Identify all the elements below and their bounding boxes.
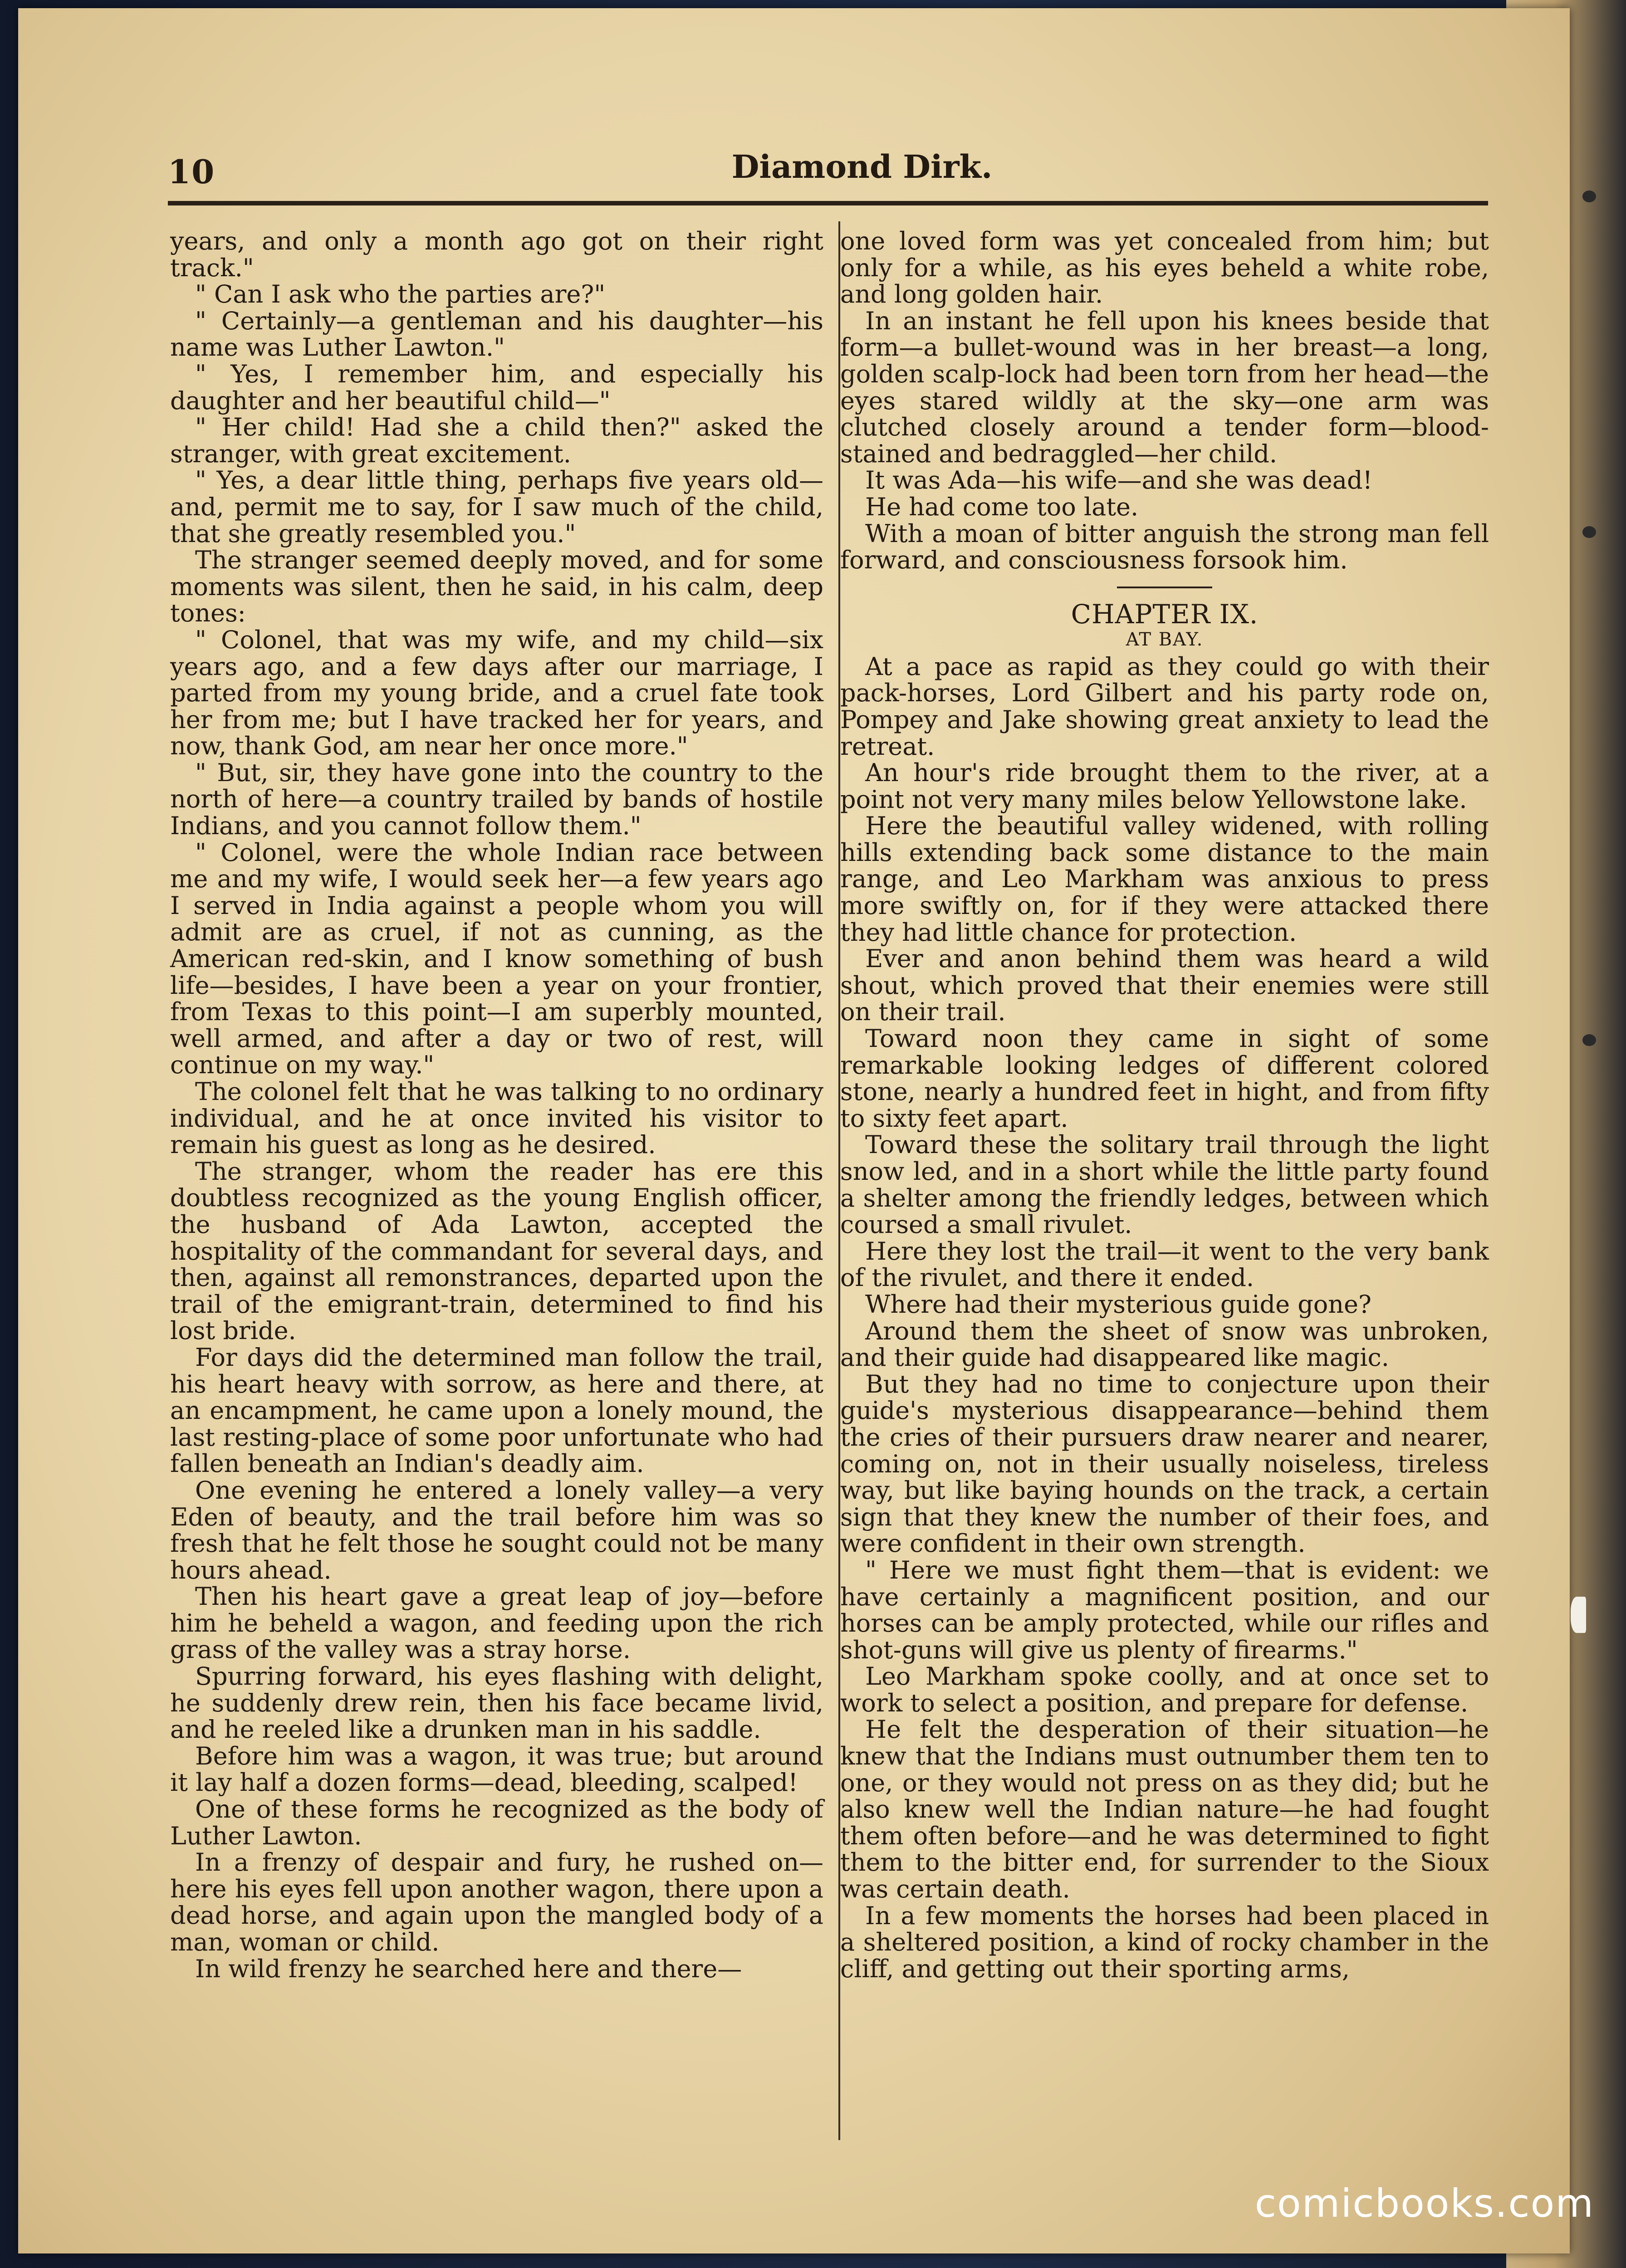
paragraph: With a moan of bitter anguish the strong man fell forward, and consciousness forsook him. — [840, 519, 1489, 575]
paragraph: " Colonel, that was my wife, and my child—six years ago, and a few days after our marriage, I parted from my young bride, and a cruel fate took her from me; but I have tracked her for years, and now, thank God, am near her once more." — [170, 625, 823, 761]
left-column — [170, 228, 823, 1982]
paragraph: For days did the determined man follow the trail, his heart heavy with sorrow, as here and there, at an encampment, he came upon a lonely mound, the last resting-place of some poor unfortunate who had fallen beneath an Indian's deadly aim. — [170, 1343, 823, 1478]
paragraph: Ever and anon behind them was heard a wild shout, which proved that their enemies were still on their trail. — [840, 944, 1489, 1026]
paragraph: In wild frenzy he searched here and there— — [195, 1954, 742, 1983]
paragraph: " Colonel, were the whole Indian race between me and my wife, I would seek her—a few years ago I served in India against a people whom you will admit are as cruel, if not as cunning, as the American red-skin, and I know something of bush life—besides, I have been a year on your frontier, from Texas to this point—I am superbly mounted, well armed, and after a day or two of rest, will continue on my way." — [170, 838, 823, 1080]
paragraph: One of these forms he recognized as the body of Luther Lawton. — [170, 1795, 823, 1850]
paragraph: An hour's ride brought them to the river, at a point not very many miles below Yellowstone lake. — [840, 758, 1489, 814]
paragraph: One evening he entered a lonely valley—a very Eden of beauty, and the trail before him was so fresh that he felt those he sought could not be many hours ahead. — [170, 1476, 823, 1584]
paragraph: In a few moments the horses had been placed in a sheltered position, a kind of rocky chamber in the cliff, and getting out their sporting arms, — [840, 1901, 1489, 1983]
paragraph: Before him was a wagon, it was true; but around it lay half a dozen forms—dead, bleeding, scalped! — [170, 1741, 823, 1797]
paragraph: But they had no time to conjecture upon their guide's mysterious disappearance—behind them the cries of their pursuers draw nearer and nearer, coming on, not in their usually noiseless, tireless way, but like baying hounds on the track, a certain sign that they knew the number of their foes, and were confident in their own strength. — [840, 1369, 1489, 1558]
paragraph: " Yes, a dear little thing, perhaps five years old—and, permit me to say, for I saw much of the child, that she greatly resembled you." — [170, 466, 823, 548]
paragraph: " Yes, I remember him, and especially his daughter and her beautiful child—" — [170, 359, 823, 415]
page-number: 10 — [168, 152, 215, 191]
paragraph: Here they lost the trail—it went to the very bank of the rivulet, and there it ended. — [840, 1237, 1489, 1292]
header-rule — [168, 201, 1488, 205]
paragraph: The stranger seemed deeply moved, and for some moments was silent, then he said, in his calm, deep tones: — [170, 546, 823, 628]
paragraph: In an instant he fell upon his knees beside that form—a bullet-wound was in her breast—a long, golden scalp-lock had been torn from her head—the eyes stared wildly at the sky—one arm was clutched closely around a tender form—blood-stained and bedraggled—her child. — [840, 306, 1489, 468]
paragraph: In a frenzy of despair and fury, he rushed on—here his eyes fell upon another wagon, there upon a dead horse, and again upon the mangled body of a man, woman or child. — [170, 1848, 823, 1956]
paragraph: Then his heart gave a great leap of joy—before him he beheld a wagon, and feeding upon the rich grass of the valley was a stray horse. — [170, 1582, 823, 1664]
paragraph: years, and only a month ago got on their right track." — [170, 227, 823, 282]
paragraph: At a pace as rapid as they could go with their pack-horses, Lord Gilbert and his party rode on, Pompey and Jake showing great anxiety to lead the retreat. — [840, 652, 1489, 761]
paragraph: Toward noon they came in sight of some remarkable looking ledges of different colored stone, nearly a hundred feet in hight, and from fifty to sixty feet apart. — [840, 1024, 1489, 1133]
binding-hole-mark — [1582, 526, 1596, 538]
paragraph: The colonel felt that he was talking to no ordinary individual, and he at once invited his visitor to remain his guest as long as he desired. — [170, 1077, 823, 1159]
paragraph: Toward these the solitary trail through the light snow led, and in a short while the little party found a shelter among the friendly ledges, between which coursed a small rivulet. — [840, 1130, 1489, 1239]
paragraph: Leo Markham spoke coolly, and at once set to work to select a position, and prepare for defense. — [840, 1662, 1489, 1717]
magazine-page — [18, 8, 1570, 2253]
chapter-title: CHAPTER IX. — [1071, 598, 1259, 630]
paragraph: Here the beautiful valley widened, with rolling hills extending back some distance to the main range, and Leo Markham was anxious to press more swiftly on, for if they were attacked there they had little chance for protection. — [840, 811, 1489, 947]
paragraph: He had come too late. — [865, 492, 1139, 521]
paragraph: It was Ada—his wife—and she was dead! — [865, 466, 1373, 495]
paragraph: " But, sir, they have gone into the country to the north of here—a country trailed by bands of hostile Indians, and you cannot follow them." — [170, 758, 823, 841]
paragraph: " Here we must fight them—that is evident: we have certainly a magnificent position, and our horses can be amply protected, while our rifles and shot-guns will give us plenty of firearms." — [840, 1555, 1489, 1664]
paragraph: " Her child! Had she a child then?" asked the stranger, with great excitement. — [170, 413, 823, 468]
paragraph: one loved form was yet concealed from him; but only for a while, as his eyes beheld a white robe, and long golden hair. — [840, 227, 1489, 309]
paper-tear — [1571, 1597, 1586, 1633]
paragraph: Around them the sheet of snow was unbroken, and their guide had disappeared like magic. — [840, 1316, 1489, 1372]
paragraph: Where had their mysterious guide gone? — [865, 1290, 1371, 1319]
binding-hole-mark — [1582, 1034, 1596, 1046]
binding-hole-mark — [1582, 191, 1596, 202]
right-column — [840, 228, 1489, 1982]
chapter-subtitle: AT BAY. — [1126, 629, 1204, 650]
paragraph: " Can I ask who the parties are?" — [195, 280, 606, 309]
paragraph: The stranger, whom the reader has ere this doubtless recognized as the young English officer, the husband of Ada Lawton, accepted the hospitality of the commandant for several days, and then, against all remonstrances, departed upon the trail of the emigrant-train, determined to find his lost bride. — [170, 1157, 823, 1345]
paragraph: " Certainly—a gentleman and his daughter—his name was Luther Lawton." — [170, 306, 823, 362]
chapter-divider-rule — [1117, 587, 1212, 588]
running-title: Diamond Dirk. — [731, 148, 993, 186]
watermark-text: comicbooks.com — [1254, 2181, 1594, 2226]
paragraph: He felt the desperation of their situation—he knew that the Indians must outnumber them ten to one, or they would not press on as they did; but he also knew well the Indian nature—he had fought them often before—and he was determined to fight them to the bitter end, for surrender to the Sioux was certain death. — [840, 1715, 1489, 1904]
paragraph: Spurring forward, his eyes flashing with delight, he suddenly drew rein, then his face became livid, and he reeled like a drunken man in his saddle. — [170, 1662, 823, 1744]
